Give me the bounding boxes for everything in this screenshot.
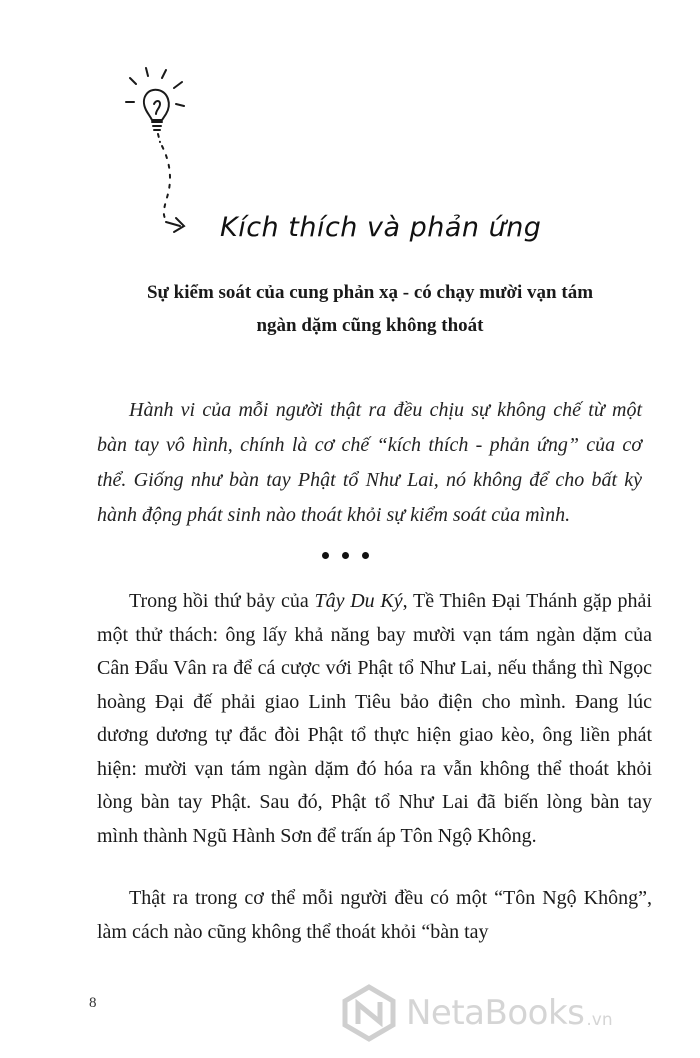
section-divider bbox=[322, 546, 382, 564]
divider-dot bbox=[322, 552, 329, 559]
chapter-subtitle bbox=[90, 276, 650, 342]
watermark-brand: NetaBooks bbox=[406, 993, 585, 1033]
watermark bbox=[340, 978, 690, 1048]
intro-paragraph: Hành vi của mỗi người thật ra đều chịu sự không chế từ một bàn tay vô hình, chính là cơ chế “kích thích - phản ứng” của cơ thể. Giống như bàn tay Phật tổ Như Lai, nó không để cho bất kỳ hành động phát sinh nào thoát khỏi sự kiểm soát của mình. bbox=[97, 399, 642, 526]
book-title-italic: Tây Du Ký bbox=[314, 590, 403, 612]
p1-text-before: Trong hồi thứ bảy của bbox=[129, 590, 315, 612]
divider-dot bbox=[362, 552, 369, 559]
body-paragraph-2: Thật ra trong cơ thể mỗi người đều có một “Tôn Ngộ Không”, làm cách nào cũng không thể thoát khỏi “bàn tay bbox=[97, 887, 652, 943]
subtitle-line-2: ngàn dặm cũng không thoát bbox=[256, 315, 484, 336]
divider-dot bbox=[342, 552, 349, 559]
watermark-suffix: .vn bbox=[586, 1010, 613, 1030]
page-number: 8 bbox=[89, 995, 97, 1011]
body-paragraph-1 bbox=[97, 585, 652, 853]
subtitle-line-1: Sự kiểm soát của cung phản xạ - có chạy mười vạn tám bbox=[146, 282, 594, 303]
chapter-title: Kích thích và phản ứng bbox=[220, 212, 542, 243]
lightbulb-icon bbox=[118, 62, 208, 242]
p1-text-after: , Tề Thiên Đại Thánh gặp phải một thử thách: ông lấy khả năng bay mười vạn tám ngàn dặm của Cân Đẩu Vân ra để cá cược với Phật tổ Như Lai, nếu thắng thì Ngọc hoàng Đại đế phải giao Linh Tiêu bảo điện cho mình. Đang lúc dương dương tự đắc đòi Phật tổ thực hiện giao kèo, ông liền phát hiện: mười vạn tám ngàn dặm đó hóa ra vẫn không thể thoát khỏi lòng bàn tay Phật. Sau đó, Phật tổ Như Lai đã biến lòng bàn tay mình thành Ngũ Hành Sơn để trấn áp Tôn Ngộ Không. bbox=[97, 590, 652, 847]
netabooks-logo-icon bbox=[340, 984, 398, 1042]
